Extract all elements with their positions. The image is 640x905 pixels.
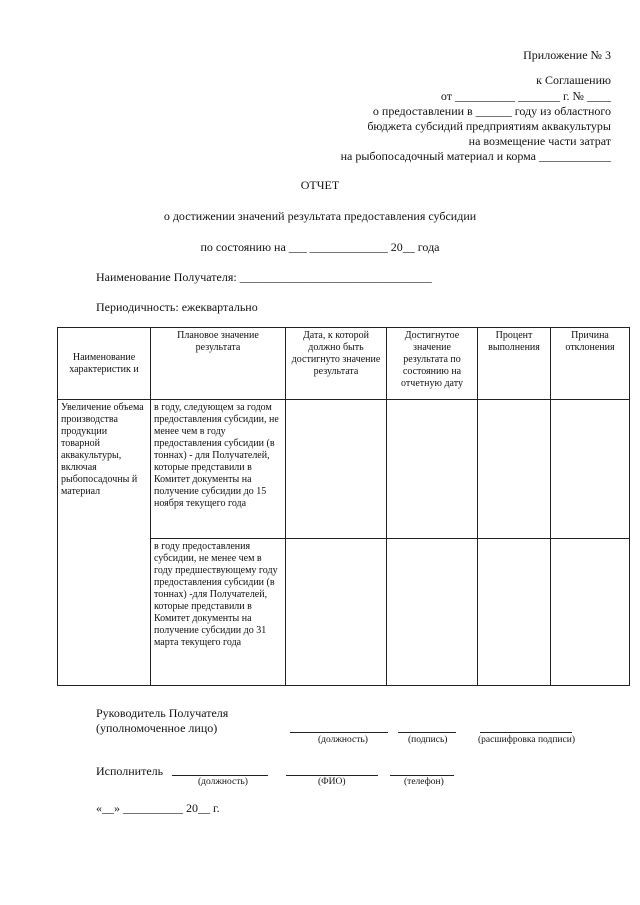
deviation-reason-cell [551, 400, 630, 539]
recipient-name-line: Наименование Получателя: ________________________________ [96, 270, 432, 284]
periodicity-line: Периодичность: ежеквартально [96, 300, 258, 314]
head-of-recipient-label: Руководитель Получателя [96, 706, 229, 720]
agreement-purpose-line-3: на возмещение части затрат [468, 134, 611, 148]
agreement-date-line: от __________ _______ г. № ____ [440, 89, 611, 103]
authorized-person-label: (уполномоченное лицо) [96, 721, 218, 735]
header-plan-value: Плановое значение результата [151, 328, 286, 400]
position-caption: (должность) [318, 735, 368, 745]
executor-phone-line [390, 775, 454, 776]
target-date-cell [286, 539, 387, 686]
executor-label: Исполнитель [96, 764, 164, 778]
achieved-value-cell [387, 539, 478, 686]
plan-value-cell: в году предоставления субсидии, не менее чем в году предшествующему году предоставления субсидии (в тоннах) -для Получателей, которые представили в Комитет документы на получение субсидии до 31 марта текущего года [151, 539, 286, 686]
executor-position-line [172, 775, 268, 776]
agreement-purpose-line-2: бюджета субсидий предприятиям аквакультуры [367, 119, 611, 133]
report-as-of-date: по состоянию на ___ _____________ 20__ года [200, 240, 440, 254]
agreement-purpose-line-4: на рыбопосадочный материал и корма ____________ [340, 149, 611, 163]
completion-percent-cell [478, 400, 551, 539]
executor-phone-caption: (телефон) [404, 777, 444, 787]
sign-signature-line [398, 732, 456, 733]
header-deviation-reason: Причина отклонения [551, 328, 630, 400]
decode-signature-line [480, 732, 572, 733]
agreement-purpose-line-1: о предоставлении в ______ году из областного [372, 104, 611, 118]
report-subtitle: о достижении значений результата предоставления субсидии [163, 209, 477, 223]
header-characteristic: Наименование характеристик и [58, 328, 151, 400]
report-table [57, 327, 630, 686]
characteristic-cell: Увеличение объема производства продукции товарной аквакультуры, включая рыбопосадочны й материал [58, 400, 151, 686]
table-row [58, 400, 630, 539]
deviation-reason-cell [551, 539, 630, 686]
sign-caption: (подпись) [408, 735, 448, 745]
plan-value-cell: в году, следующем за годом предоставления субсидии, не менее чем в году предоставления субсидии (в тоннах) - для Получателей, которые представили в Комитет документы на получение субсидии до 15 ноября текущего года [151, 400, 286, 539]
executor-position-caption: (должность) [198, 777, 248, 787]
header-target-date: Дата, к которой должно быть достигнуто значение результата [286, 328, 387, 400]
executor-fio-line [286, 775, 378, 776]
agreement-reference: к Соглашению [536, 73, 611, 87]
table-header-row [58, 328, 630, 400]
appendix-number: Приложение № 3 [523, 48, 611, 62]
report-title: ОТЧЕТ [300, 178, 340, 192]
header-achieved-value: Достигнутое значение результата по состоянию на отчетную дату [387, 328, 478, 400]
achieved-value-cell [387, 400, 478, 539]
completion-percent-cell [478, 539, 551, 686]
target-date-cell [286, 400, 387, 539]
position-signature-line [290, 732, 388, 733]
report-date-line: «__» __________ 20__ г. [96, 801, 220, 815]
header-completion-percent: Процент выполнения [478, 328, 551, 400]
executor-fio-caption: (ФИО) [318, 777, 346, 787]
decode-caption: (расшифровка подписи) [478, 735, 575, 745]
